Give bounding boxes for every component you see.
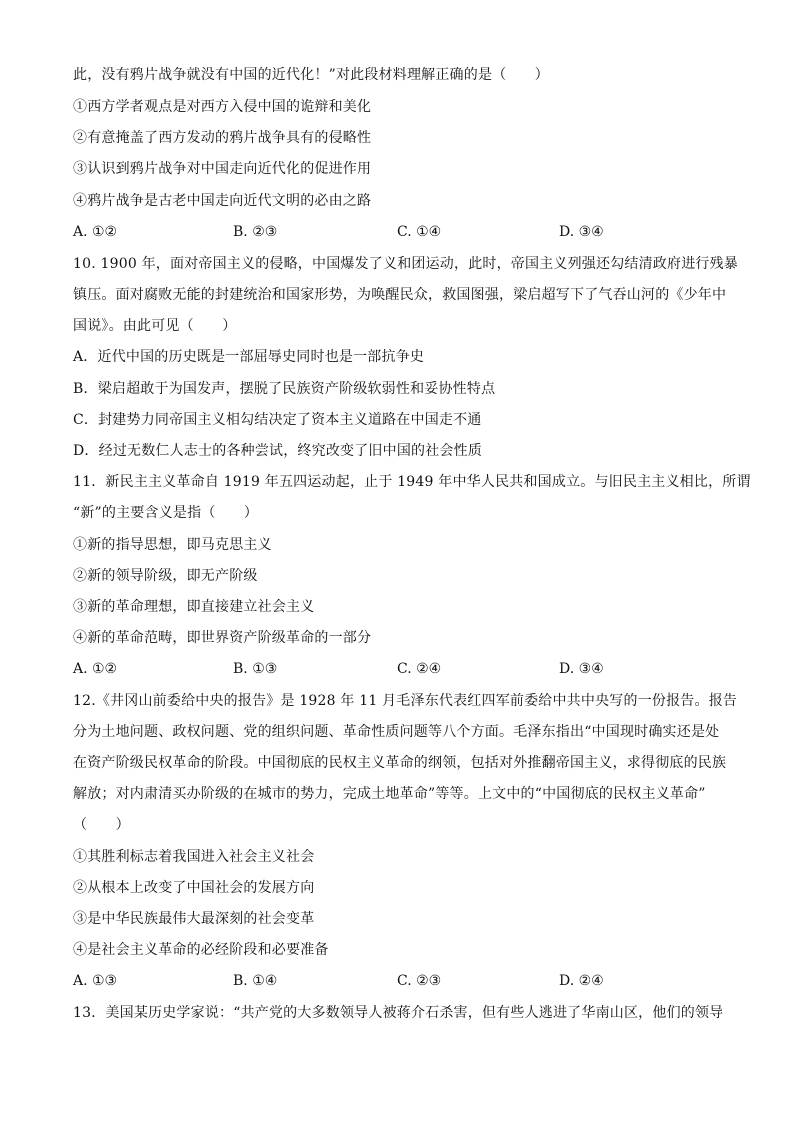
q12-stem-line-3: 在资产阶级民权革命的阶段。中国彻底的民权主义革命的纲领，包括对外推翻帝国主义，求得彻底的民族 (73, 755, 727, 771)
q12-options (73, 971, 733, 991)
q10-choice-c[interactable]: C．封建势力同帝国主义相勾结决定了资本主义道路在中国走不通 (73, 412, 482, 428)
q13-stem-line-1: 13．美国某历史学家说：“共产党的大多数领导人被蒋介石杀害，但有些人逃进了华南山区，他们的领导 (73, 1005, 724, 1021)
q9-item-3: ③认识到鸦片战争对中国走向近代化的促进作用 (73, 161, 372, 177)
q12-item-3: ③是中华民族最伟大最深刻的社会变革 (73, 911, 315, 927)
q11-option-d[interactable]: D. ③④ (559, 661, 604, 677)
q12-stem-line-1: 12.《井冈山前委给中央的报告》是 1928 年 11 月毛泽东代表红四军前委给中共中央写的一份报告。报告 (73, 693, 738, 709)
q11-option-b[interactable]: B. ①③ (233, 661, 278, 677)
q9-option-a[interactable]: A. ①② (73, 224, 118, 240)
q12-option-d[interactable]: D. ②④ (559, 973, 604, 989)
q10-stem-line-3: 国说》。由此可见（ ） (73, 318, 237, 334)
q10-choice-b[interactable]: B．梁启超敢于为国发声，摆脱了民族资产阶级软弱性和妥协性特点 (73, 381, 496, 397)
q11-item-4: ④新的革命范畴，即世界资产阶级革命的一部分 (73, 630, 372, 646)
q11-option-c[interactable]: C. ②④ (397, 661, 442, 677)
q12-stem-line-2: 分为土地问题、政权问题、党的组织问题、革命性质问题等八个方面。毛泽东指出“中国现时确实还是处 (73, 724, 720, 740)
q9-stem-end: 此，没有鸦片战争就没有中国的近代化！”对此段材料理解正确的是（ ） (73, 67, 549, 83)
q11-item-3: ③新的革命理想，即直接建立社会主义 (73, 599, 315, 615)
q11-item-1: ①新的指导思想，即马克思主义 (73, 537, 272, 553)
q11-stem-line-1: 11．新民主主义革命自 1919 年五四运动起，止于 1949 年中华人民共和国成立。与旧民主主义相比，所谓 (73, 474, 751, 490)
q12-option-c[interactable]: C. ②③ (397, 973, 442, 989)
q9-item-1: ①西方学者观点是对西方入侵中国的诡辩和美化 (73, 99, 372, 115)
q12-item-1: ①其胜利标志着我国进入社会主义社会 (73, 849, 315, 865)
q11-item-2: ②新的领导阶级，即无产阶级 (73, 568, 258, 584)
q12-option-a[interactable]: A. ①③ (73, 973, 118, 989)
q10-stem-line-2: 镇压。面对腐败无能的封建统治和国家形势，为唤醒民众，救国图强，梁启超写下了气吞山河的《少年中 (73, 287, 727, 303)
q9-options (73, 222, 733, 242)
q9-option-d[interactable]: D. ③④ (559, 224, 604, 240)
q10-choice-d[interactable]: D．经过无数仁人志士的各种尝试，终究改变了旧中国的社会性质 (73, 443, 483, 459)
q11-stem-line-2: “新”的主要含义是指（ ） (73, 505, 259, 521)
q10-stem-line-1: 10. 1900 年，面对帝国主义的侵略，中国爆发了义和团运动，此时，帝国主义列强还勾结清政府进行残暴 (73, 256, 738, 272)
q11-options (73, 659, 733, 679)
q9-item-4: ④鸦片战争是古老中国走向近代文明的必由之路 (73, 193, 372, 209)
q12-item-2: ②从根本上改变了中国社会的发展方向 (73, 880, 315, 896)
q12-item-4: ④是社会主义革命的必经阶段和必要准备 (73, 942, 329, 958)
q12-stem-line-4: 解放；对内肃清买办阶级的在城市的势力，完成土地革命”等等。上文中的“中国彻底的民权主义革命” (73, 786, 706, 802)
q9-item-2: ②有意掩盖了西方发动的鸦片战争具有的侵略性 (73, 130, 372, 146)
q12-stem-line-5: （ ） (73, 817, 130, 833)
q9-option-c[interactable]: C. ①④ (397, 224, 442, 240)
q11-option-a[interactable]: A. ①② (73, 661, 118, 677)
q12-option-b[interactable]: B. ①④ (233, 973, 278, 989)
q10-choice-a[interactable]: A．近代中国的历史既是一部屈辱史同时也是一部抗争史 (73, 349, 425, 365)
q9-option-b[interactable]: B. ②③ (233, 224, 278, 240)
